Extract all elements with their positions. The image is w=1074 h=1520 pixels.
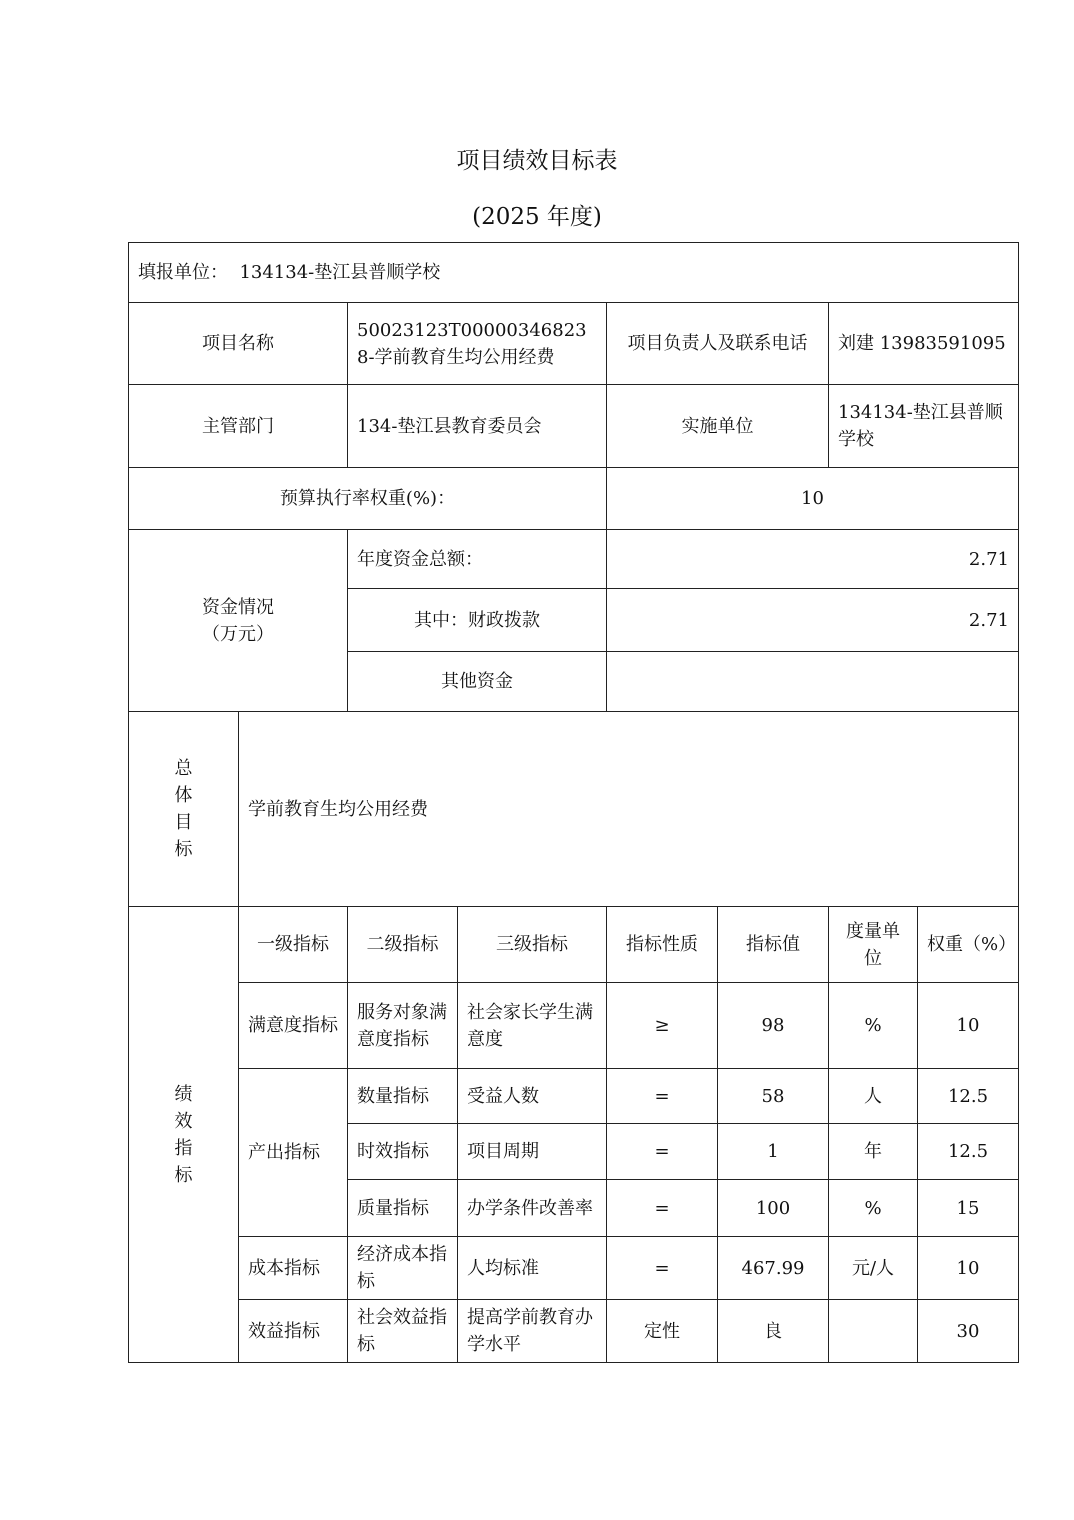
cell-value: 467.99 bbox=[718, 1237, 829, 1300]
cell-nature: = bbox=[607, 1180, 718, 1237]
funds-label: 资金情况 bbox=[202, 596, 274, 618]
indicator-header-row bbox=[129, 907, 1019, 983]
leader-label: 项目负责人及联系电话 bbox=[607, 303, 829, 385]
perf-label-char: 指 bbox=[174, 1137, 193, 1159]
cell-nature: = bbox=[607, 1237, 718, 1300]
perf-label-char: 效 bbox=[174, 1110, 193, 1132]
cell-weight: 12.5 bbox=[918, 1124, 1019, 1180]
cell-unit: % bbox=[829, 1180, 918, 1237]
cell-level3: 项目周期 bbox=[458, 1124, 607, 1180]
cell-weight: 10 bbox=[918, 1237, 1019, 1300]
cell-level3: 社会家长学生满意度 bbox=[458, 983, 607, 1069]
fiscal-value: 2.71 bbox=[607, 589, 1019, 652]
page-subtitle-year: (2025 年度) bbox=[472, 204, 602, 230]
unit-row bbox=[129, 243, 1019, 303]
cell-unit: 人 bbox=[829, 1069, 918, 1124]
perf-label bbox=[129, 907, 239, 1363]
cell-level2: 时效指标 bbox=[348, 1124, 458, 1180]
cell-level2: 数量指标 bbox=[348, 1069, 458, 1124]
table-row bbox=[129, 1300, 1019, 1363]
cell-level1: 满意度指标 bbox=[239, 983, 348, 1069]
budget-rate-row bbox=[129, 468, 1019, 530]
cell-level1: 效益指标 bbox=[239, 1300, 348, 1363]
unit-value: 134134-垫江县普顺学校 bbox=[239, 262, 441, 283]
table-row bbox=[129, 983, 1019, 1069]
leader-value: 刘建 13983591095 bbox=[829, 303, 1019, 385]
impl-value: 134134-垫江县普顺学校 bbox=[829, 385, 1019, 468]
goal-value: 学前教育生均公用经费 bbox=[239, 712, 1019, 907]
goal-label-char: 总 bbox=[174, 758, 193, 779]
goal-label bbox=[129, 712, 239, 907]
cell-weight: 30 bbox=[918, 1300, 1019, 1363]
other-value bbox=[607, 652, 1019, 712]
funds-label-cell bbox=[129, 530, 348, 712]
perf-label-char: 绩 bbox=[174, 1083, 193, 1105]
cell-value: 98 bbox=[718, 983, 829, 1069]
cell-level1: 产出指标 bbox=[239, 1069, 348, 1237]
cell-level2: 质量指标 bbox=[348, 1180, 458, 1237]
other-label: 其他资金 bbox=[348, 652, 607, 712]
unit-cell bbox=[129, 243, 1019, 303]
cell-level3: 办学条件改善率 bbox=[458, 1180, 607, 1237]
cell-value: 100 bbox=[718, 1180, 829, 1237]
perf-label-char: 标 bbox=[174, 1164, 193, 1186]
cell-level2: 社会效益指标 bbox=[348, 1300, 458, 1363]
annual-total-label: 年度资金总额： bbox=[348, 530, 607, 589]
cell-value: 良 bbox=[718, 1300, 829, 1363]
cell-nature: = bbox=[607, 1124, 718, 1180]
fiscal-label: 其中：财政拨款 bbox=[348, 589, 607, 652]
impl-label: 实施单位 bbox=[607, 385, 829, 468]
dept-value: 134-垫江县教育委员会 bbox=[348, 385, 607, 468]
cell-weight: 10 bbox=[918, 983, 1019, 1069]
cell-value: 1 bbox=[718, 1124, 829, 1180]
header-unit: 度量单位 bbox=[829, 907, 918, 983]
page-title: 项目绩效目标表 bbox=[456, 148, 618, 174]
goal-label-char: 体 bbox=[174, 785, 193, 806]
cell-unit: 元/人 bbox=[829, 1237, 918, 1300]
cell-level2: 经济成本指标 bbox=[348, 1237, 458, 1300]
budget-rate-value: 10 bbox=[607, 468, 1019, 530]
header-level2: 二级指标 bbox=[348, 907, 458, 983]
project-name-label: 项目名称 bbox=[129, 303, 348, 385]
cell-level3: 人均标准 bbox=[458, 1237, 607, 1300]
funds-total-row bbox=[129, 530, 1019, 589]
overall-goal-row bbox=[129, 712, 1019, 907]
table-row bbox=[129, 1069, 1019, 1124]
cell-weight: 12.5 bbox=[918, 1069, 1019, 1124]
goal-label-char: 标 bbox=[174, 839, 193, 860]
cell-value: 58 bbox=[718, 1069, 829, 1124]
goal-label-char: 目 bbox=[174, 812, 193, 833]
table-row bbox=[129, 1237, 1019, 1300]
budget-rate-label: 预算执行率权重(%)： bbox=[129, 468, 607, 530]
cell-nature: = bbox=[607, 1069, 718, 1124]
funds-unit: （万元） bbox=[202, 623, 274, 645]
header-nature: 指标性质 bbox=[607, 907, 718, 983]
cell-level1: 成本指标 bbox=[239, 1237, 348, 1300]
header-weight: 权重（%） bbox=[918, 907, 1019, 983]
unit-label: 填报单位： bbox=[138, 262, 228, 283]
cell-unit: % bbox=[829, 983, 918, 1069]
cell-nature: 定性 bbox=[607, 1300, 718, 1363]
cell-unit bbox=[829, 1300, 918, 1363]
header-value: 指标值 bbox=[718, 907, 829, 983]
header-level1: 一级指标 bbox=[239, 907, 348, 983]
header-level3: 三级指标 bbox=[458, 907, 607, 983]
cell-unit: 年 bbox=[829, 1124, 918, 1180]
cell-nature: ≥ bbox=[607, 983, 718, 1069]
dept-label: 主管部门 bbox=[129, 385, 348, 468]
project-name-value: 50023123T000003468238-学前教育生均公用经费 bbox=[348, 303, 607, 385]
cell-level3: 受益人数 bbox=[458, 1069, 607, 1124]
project-name-row bbox=[129, 303, 1019, 385]
cell-level3: 提高学前教育办学水平 bbox=[458, 1300, 607, 1363]
cell-weight: 15 bbox=[918, 1180, 1019, 1237]
department-row bbox=[129, 385, 1019, 468]
performance-target-table bbox=[128, 242, 1019, 1363]
cell-level2: 服务对象满意度指标 bbox=[348, 983, 458, 1069]
annual-total-value: 2.71 bbox=[607, 530, 1019, 589]
